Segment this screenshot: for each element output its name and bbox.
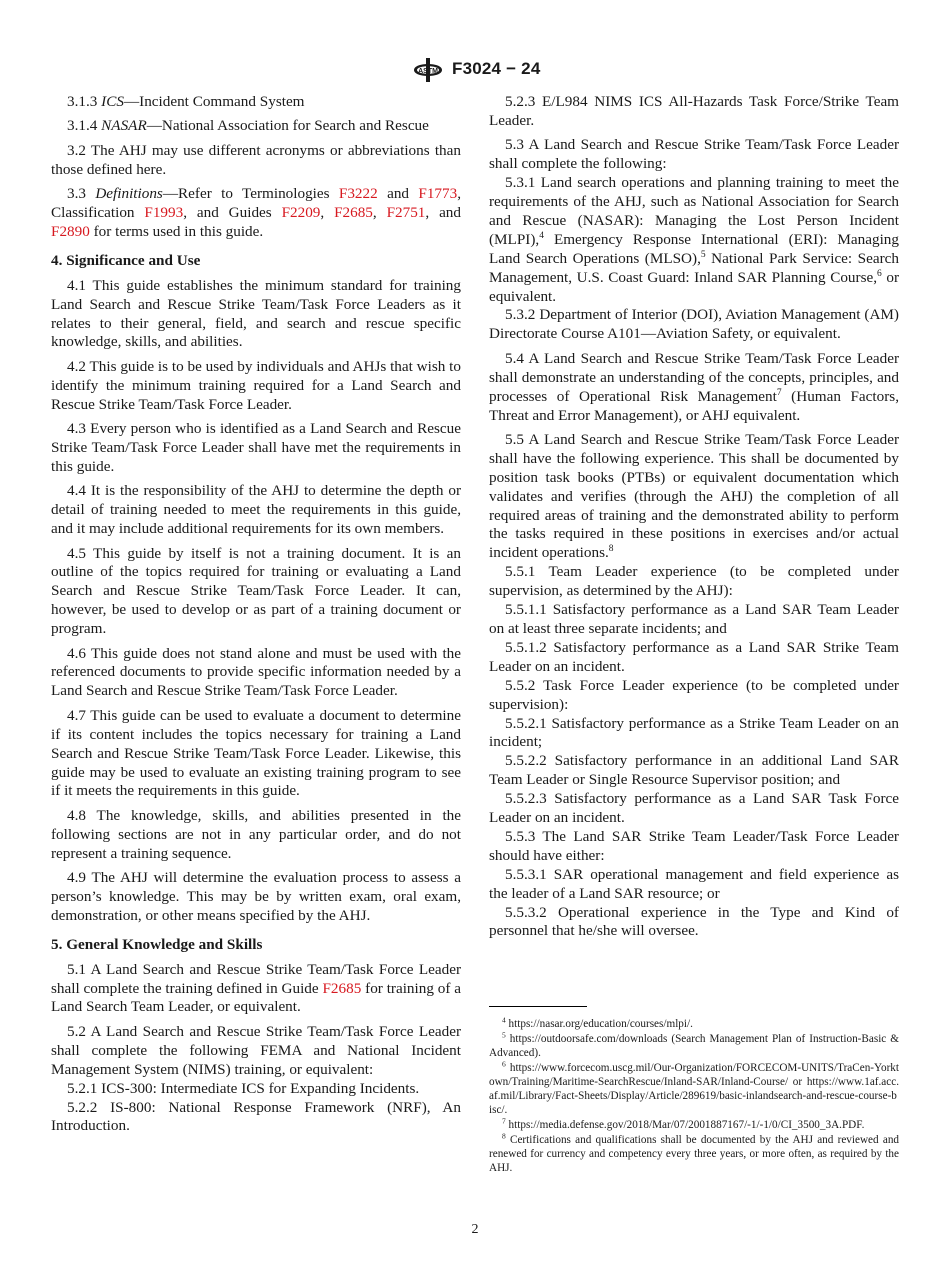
section-5-5-3: 5.5.3 The Land SAR Strike Team Leader/Task Force Leader should have either:: [489, 827, 899, 864]
section-5-5-2-3: 5.5.2.3 Satisfactory performance as a Land SAR Task Force Leader on an incident.: [489, 790, 899, 827]
section-4-3: 4.3 Every person who is identified as a Land Search and Rescue Strike Team/Task Force Leader shall have met the requirements in this guide.: [51, 420, 461, 475]
section-5-5-2-1: 5.5.2.1 Satisfactory performance as a Strike Team Leader on an incident;: [489, 714, 899, 751]
section-5-5-1: 5.5.1 Team Leader experience (to be completed under supervision, as determined by the AHJ):: [489, 563, 899, 600]
section-5-5-2: 5.5.2 Task Force Leader experience (to be completed under supervision):: [489, 676, 899, 713]
ref-link-f1773[interactable]: F1773: [418, 185, 458, 203]
footnote-ref-5[interactable]: 5: [700, 249, 706, 260]
footnotes: [489, 1006, 899, 1176]
ref-link-f3222[interactable]: F3222: [338, 185, 378, 203]
ref-link-f2751[interactable]: F2751: [386, 204, 426, 222]
section-heading-4: 4. Significance and Use: [51, 251, 201, 269]
section-4-9: 4.9 The AHJ will determine the evaluation process to assess a person’s knowledge. This may be by written exam, oral exam, demonstration, or other means specified by the AHJ.: [51, 869, 461, 924]
section-5-3-2: 5.3.2 Department of Interior (DOI), Aviation Management (AM) Directorate Course A101—Aviation Safety, or equivalent.: [489, 306, 899, 343]
section-5-1: 5.1 A Land Search and Rescue Strike Team/Task Force Leader shall complete the training defined in Guide F2685 for training of a Land Search Team Leader, or equivalent.: [51, 960, 462, 1016]
footnote-8: $^8$ Certifications and qualifications shall be documented by the AHJ and reviewed and renewed for currency and competency every three years, or more often, as required by the AHJ.: [489, 1131, 900, 1174]
section-3-1-4: 3.1.4 NASAR—National Association for Search and Rescue: [67, 117, 429, 135]
section-4-2: 4.2 This guide is to be used by individuals and AHJs that wish to identify the minimum training required for a Land Search and Rescue Strike Team/Task Force Leader.: [51, 357, 461, 413]
ref-link-f2209[interactable]: F2209: [281, 204, 321, 222]
page-header: [0, 57, 950, 85]
section-5-5-1-1: 5.5.1.1 Satisfactory performance as a Land SAR Team Leader on at least three separate incidents; and: [489, 601, 899, 637]
section-5-2-3: 5.2.3 E/L984 NIMS ICS All-Hazards Task Force/Strike Team Leader.: [489, 93, 899, 129]
section-4-4: 4.4 It is the responsibility of the AHJ to determine the depth or detail of training needed to meet the requirements in this guide, and it may include additional requirements for its own members.: [51, 482, 461, 538]
section-4-8: 4.8 The knowledge, skills, and abilities presented in the following sections are not in any particular order, and do not represent a training sequence.: [51, 806, 461, 862]
section-5-5-1-2: 5.5.1.2 Satisfactory performance as a Land SAR Strike Team Leader on an incident.: [489, 638, 899, 675]
section-5-5: 5.5 A Land Search and Rescue Strike Team/Task Force Leader shall have the following experience. This shall be documented by position task books (PTBs) or equivalent documentation which validates and verifies (through the AHJ) the completion of all required areas of training and the demonstrated ability to perform the tasks required in these positions in exercises and/or actual incident operations.$^8$: [489, 430, 899, 562]
section-heading-5: 5. General Knowledge and Skills: [51, 935, 263, 953]
footnote-7: $^7$ https://media.defense.gov/2018/Mar/07/2001887167/-1/-1/0/CI_3500_3A.PDF.: [502, 1116, 865, 1131]
ref-link-f2685[interactable]: F2685: [334, 204, 373, 222]
ref-link-f2890[interactable]: F2890: [51, 222, 90, 240]
footnote-6: $^6$ https://www.forcecom.uscg.mil/Our-Organization/FORCECOM-UNITS/TraCen-Yorktown/Training/Maritime-SearchRescue/Inland-SAR/Inland-Course/ or https://www.1af.acc.af.mil/Library/Fact-Sheets/Display/Article/289619/basic-inlandsearch-and-rescue-course-bisc/.: [489, 1059, 899, 1116]
footnote-ref-6[interactable]: 6: [877, 268, 882, 279]
footnote-4: $^4$ https://nasar.org/education/courses/mlpi/.: [502, 1015, 693, 1030]
section-5-3-1: 5.3.1 Land search operations and planning training to meet the requirements of the AHJ, such as National Association for Search and Rescue (NASAR): Managing the Lost Person Incident (MLPI),$^4$ Emergency Response International (ERI): Managing Land Search Operations (MLSO),$^5$ National Park Service: Search Management, U.S. Coast Guard: Inland SAR Planning Course,$^6$ or equivalent.: [489, 174, 900, 305]
section-5-3: 5.3 A Land Search and Rescue Strike Team/Task Force Leader shall complete the following:: [489, 136, 899, 173]
section-5-5-3-2: 5.5.3.2 Operational experience in the Type and Kind of personnel that he/she will oversee.: [489, 903, 899, 940]
section-3-1-3: 3.1.3 ICS—Incident Command System: [67, 93, 305, 110]
section-3-2: 3.2 The AHJ may use different acronyms or abbreviations than those defined here.: [51, 141, 461, 178]
footnote-ref-8[interactable]: 8: [608, 544, 614, 555]
section-4-6: 4.6 This guide does not stand alone and must be used with the referenced documents to provide specific information needed by a Land Search and Rescue Strike Team/Task Force Leader.: [51, 644, 461, 700]
section-4-7: 4.7 This guide can be used to evaluate a document to determine if its content includes the topics necessary for training a Land Search and Rescue Strike Team/Task Force Leader. Likewise, this guide may be used to evaluate an existing training program to see if it meets the requirements in this guide.: [51, 706, 461, 800]
section-5-2-2: 5.2.2 IS-800: National Response Framework (NRF), An Introduction.: [51, 1098, 461, 1135]
section-5-4: 5.4 A Land Search and Rescue Strike Team/Task Force Leader shall demonstrate an understanding of the concepts, principles, and processes of Operational Risk Management$^7$ (Human Factors, Threat and Error Management), or AHJ equivalent.: [489, 349, 899, 424]
section-5-2: 5.2 A Land Search and Rescue Strike Team/Task Force Leader shall complete the following FEMA and National Incident Management System (NIMS) training, or equivalent:: [51, 1022, 461, 1078]
footnote-5: $^5$ https://outdoorsafe.com/downloads (Search Management Plan of Instruction-Basic & Advanced).: [489, 1030, 899, 1059]
section-5-5-3-1: 5.5.3.1 SAR operational management and field experience as the leader of a Land SAR resource; or: [489, 865, 899, 902]
right-column: [489, 93, 899, 941]
section-3-3: 3.3 Definitions—Refer to Terminologies F3222 and F1773, Classification F1993, and Guides F2209, F2685, F2751, and F2890 for terms used in this guide.: [51, 185, 461, 240]
document-id: F3024 − 24: [452, 59, 541, 78]
footnote-ref-7[interactable]: 7: [776, 387, 782, 398]
page-number: 2: [471, 1222, 479, 1237]
section-4-1: 4.1 This guide establishes the minimum standard for training Land Search and Rescue Strike Team/Task Force Leaders as it relates to their general, field, and search and rescue specific knowledge, skills, and abilities.: [51, 276, 461, 351]
footnote-ref-4[interactable]: 4: [539, 230, 544, 241]
section-4-5: 4.5 This guide by itself is not a training document. It is an outline of the topics required for training or evaluating a Land Search and Rescue Strike Team/Task Force Leader. It can, however, be used to develop or as part of a training document or program.: [51, 544, 461, 638]
ref-link-f2685-guide[interactable]: F2685: [322, 979, 362, 997]
left-column: [51, 93, 461, 1136]
footnote-divider: [489, 1006, 587, 1007]
astm-logo-icon: [410, 57, 446, 83]
section-5-5-2-2: 5.5.2.2 Satisfactory performance in an additional Land SAR Team Leader or Single Resource Supervisor position; and: [489, 752, 899, 789]
logo-text: ASTM: [418, 68, 438, 75]
section-5-2-1: 5.2.1 ICS-300: Intermediate ICS for Expanding Incidents.: [67, 1079, 420, 1097]
ref-link-f1993[interactable]: F1993: [144, 204, 184, 222]
